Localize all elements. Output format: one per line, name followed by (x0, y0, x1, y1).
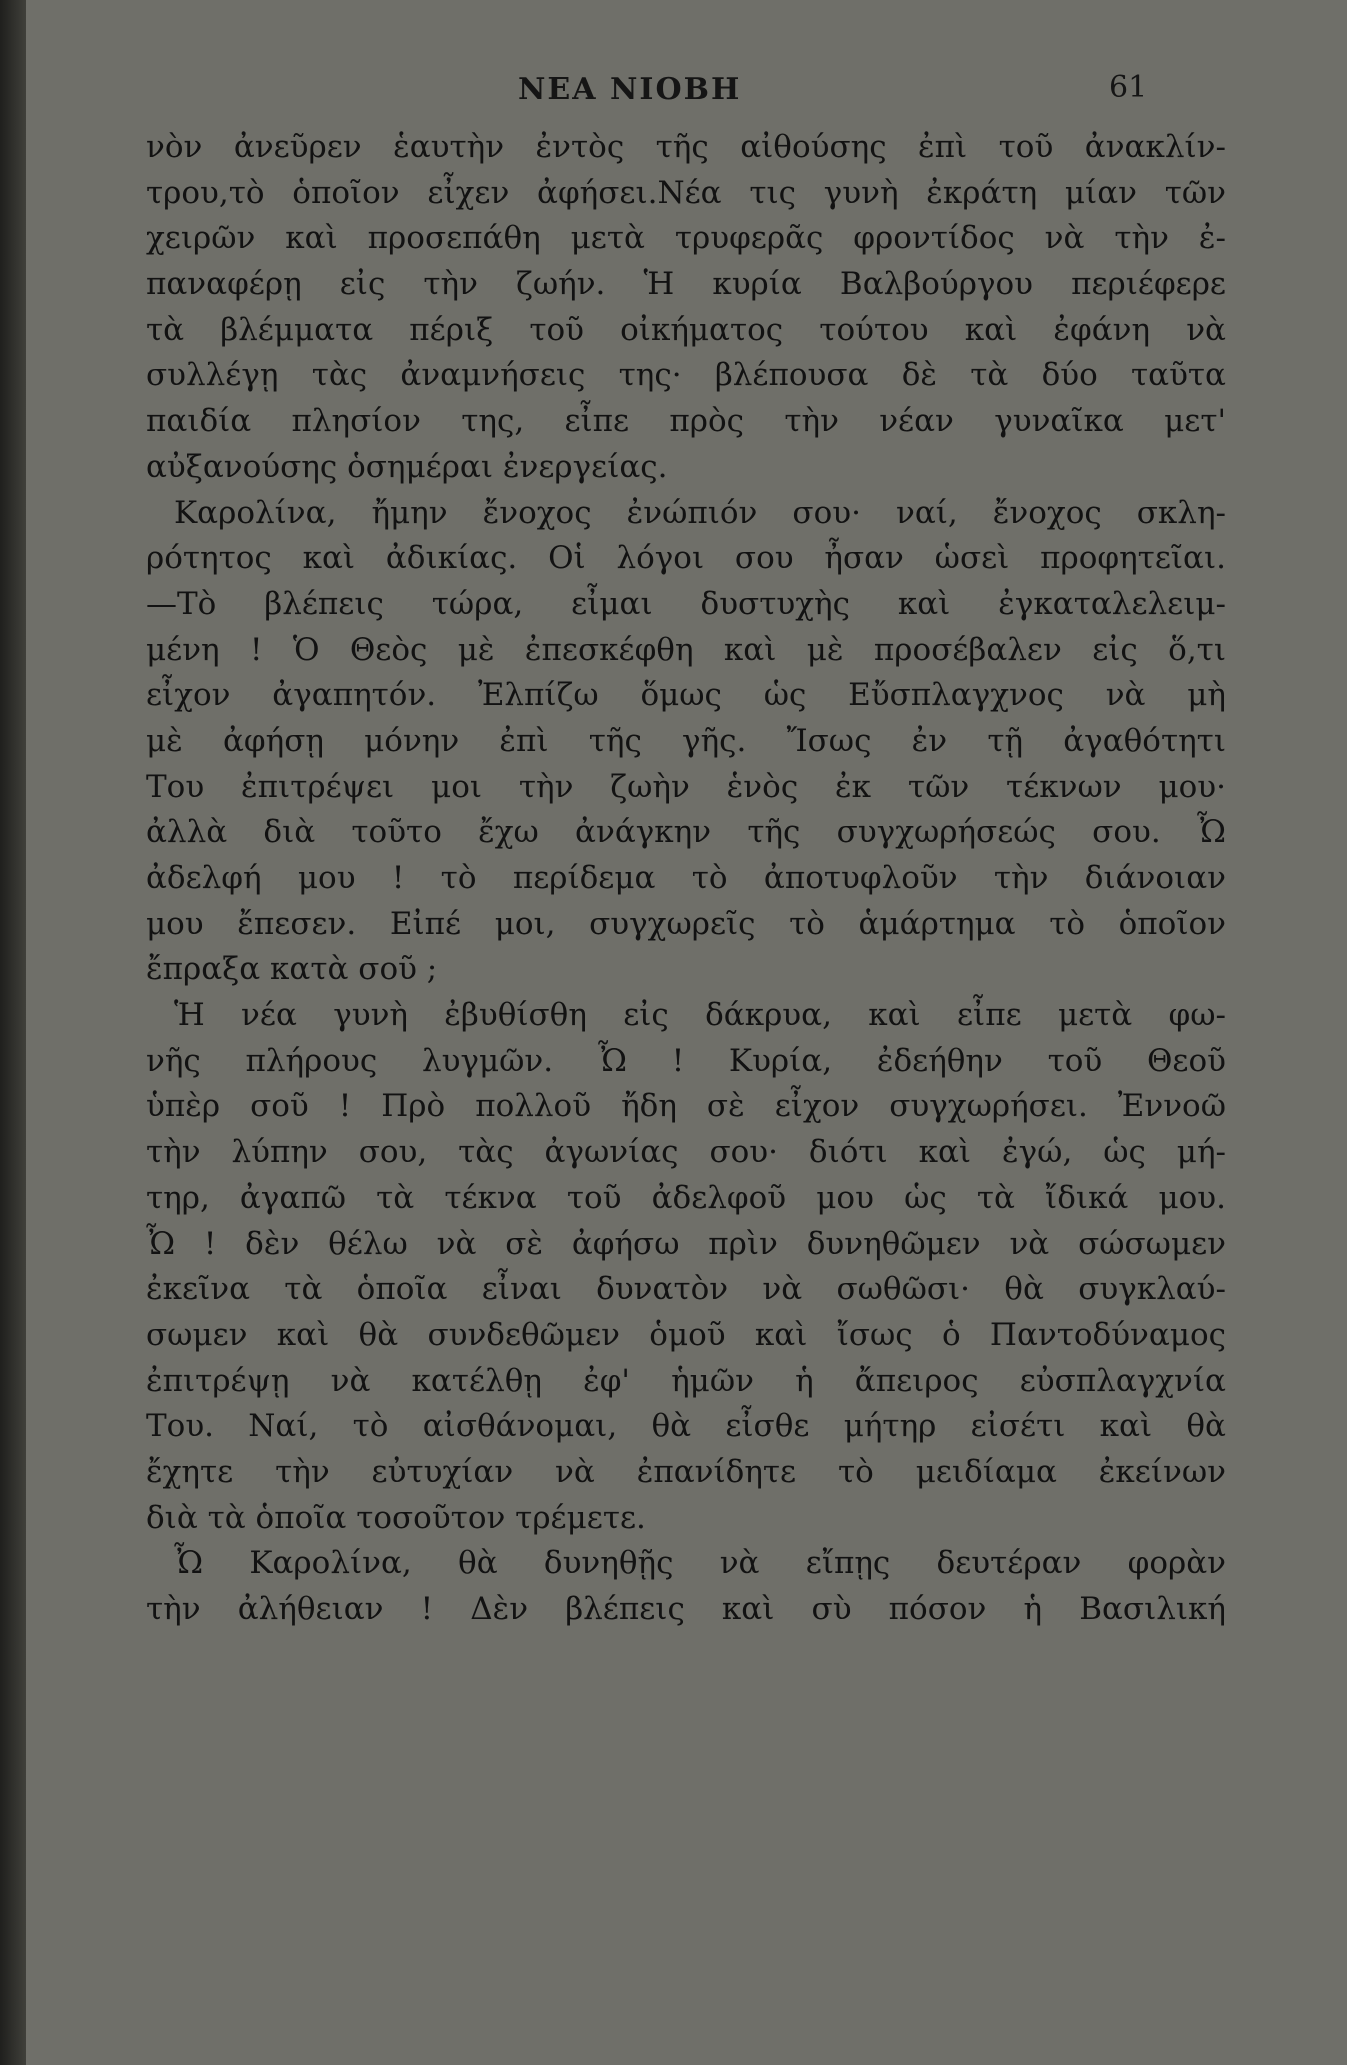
page-paper (26, 0, 1347, 2065)
text-line: ὑπὲρ σοῦ ! Πρὸ πολλοῦ ἤδη σὲ εἶχον συγχωρήσει. Ἐννοῶ (146, 1088, 1226, 1125)
text-line: μου ἔπεσεν. Εἰπέ μοι, συγχωρεῖς τὸ ἁμάρτημα τὸ ὁποῖον (146, 905, 1226, 942)
text-line: τρου,τὸ ὁποῖον εἶχεν ἀφήσει.Νέα τις γυνὴ ἐκράτη μίαν τῶν (146, 174, 1226, 211)
text-line: τὴν λύπην σου, τὰς ἀγωνίας σου· διότι καὶ ἐγώ, ὡς μή- (146, 1134, 1226, 1171)
text-line: παιδία πλησίον της, εἶπε πρὸς τὴν νέαν γυναῖκα μετ' (146, 403, 1226, 440)
text-line: Ὦ Καρολίνα, θὰ δυνηθῇς νὰ εἴπῃς δευτέραν φορὰν (174, 1545, 1226, 1582)
text-line: ἔπραξα κατὰ σοῦ ; (146, 951, 438, 988)
text-line: παναφέρῃ εἰς τὴν ζωήν. Ἡ κυρία Βαλβούργου περιέφερε (146, 266, 1226, 303)
text-line: Του. Ναί, τὸ αἰσθάνομαι, θὰ εἶσθε μήτηρ εἰσέτι καὶ θὰ (146, 1408, 1226, 1445)
text-line: νὸν ἀνεῦρεν ἑαυτὴν ἐντὸς τῆς αἰθούσης ἐπὶ τοῦ ἀνακλίν- (146, 129, 1226, 165)
body-text (146, 125, 1226, 1633)
text-line: ἀδελφή μου ! τὸ περίδεμα τὸ ἀποτυφλοῦν τὴν διάνοιαν (146, 860, 1226, 896)
text-line: χειρῶν καὶ προσεπάθη μετὰ τρυφερᾶς φροντίδος νὰ τὴν ἐ- (146, 220, 1226, 257)
text-line: εἶχον ἀγαπητόν. Ἐλπίζω ὅμως ὡς Εὔσπλαγχνος νὰ μὴ (146, 677, 1226, 714)
text-line: ρότητος καὶ ἀδικίας. Οἱ λόγοι σου ἦσαν ὡσεὶ προφητεῖαι. (146, 540, 1226, 577)
page-number: 61 (1109, 70, 1148, 105)
text-line: Ὦ ! δὲν θέλω νὰ σὲ ἀφήσω πρὶν δυνηθῶμεν νὰ σώσωμεν (146, 1225, 1226, 1262)
text-line: σωμεν καὶ θὰ συνδεθῶμεν ὁμοῦ καὶ ἴσως ὁ Παντοδύναμος (146, 1316, 1226, 1353)
text-line: ἐπιτρέψῃ νὰ κατέλθῃ ἐφ' ἡμῶν ἡ ἄπειρος εὐσπλαγχνία (146, 1362, 1226, 1399)
text-line: διὰ τὰ ὁποῖα τοσοῦτον τρέμετε. (146, 1499, 646, 1536)
text-line: ἐκεῖνα τὰ ὁποῖα εἶναι δυνατὸν νὰ σωθῶσι· θὰ συγκλαύ- (146, 1271, 1226, 1308)
text-line: μὲ ἀφήσῃ μόνην ἐπὶ τῆς γῆς. Ἴσως ἐν τῇ ἀγαθότητι (146, 722, 1226, 759)
page-header (26, 62, 1347, 122)
text-line: αὐξανούσης ὁσημέραι ἐνεργείας. (146, 448, 668, 485)
text-line: —Τὸ βλέπεις τώρα, εἶμαι δυστυχὴς καὶ ἐγκαταλελειμ- (146, 585, 1226, 622)
text-line: μένη ! Ὁ Θεὸς μὲ ἐπεσκέφθη καὶ μὲ προσέβαλεν εἰς ὅ,τι (146, 631, 1226, 668)
text-line: ἀλλὰ διὰ τοῦτο ἔχω ἀνάγκην τῆς συγχωρήσεώς σου. Ὦ (146, 814, 1226, 851)
text-line: τὴν ἀλήθειαν ! Δὲν βλέπεις καὶ σὺ πόσον ἡ Βασιλική (146, 1591, 1226, 1627)
text-line: τὰ βλέμματα πέριξ τοῦ οἰκήματος τούτου καὶ ἐφάνη νὰ (146, 311, 1226, 348)
text-line: Του ἐπιτρέψει μοι τὴν ζωὴν ἑνὸς ἐκ τῶν τέκνων μου· (146, 768, 1226, 805)
text-line: τηρ, ἀγαπῶ τὰ τέκνα τοῦ ἀδελφοῦ μου ὡς τὰ ἴδικά μου. (146, 1179, 1226, 1216)
text-line: συλλέγῃ τὰς ἀναμνήσεις της· βλέπουσα δὲ τὰ δύο ταῦτα (146, 357, 1226, 394)
text-line: Ἡ νέα γυνὴ ἐβυθίσθη εἰς δάκρυα, καὶ εἶπε μετὰ φω- (174, 997, 1226, 1034)
text-line: ἔχητε τὴν εὐτυχίαν νὰ ἐπανίδητε τὸ μειδίαμα ἐκείνων (146, 1453, 1226, 1490)
text-line: Καρολίνα, ἤμην ἔνοχος ἐνώπιόν σου· ναί, ἔνοχος σκλη- (174, 494, 1226, 531)
text-line: νῆς πλήρους λυγμῶν. Ὦ ! Κυρία, ἐδεήθην τοῦ Θεοῦ (146, 1042, 1226, 1079)
running-title: ΝΕΑ ΝΙΟΒΗ (518, 72, 742, 107)
